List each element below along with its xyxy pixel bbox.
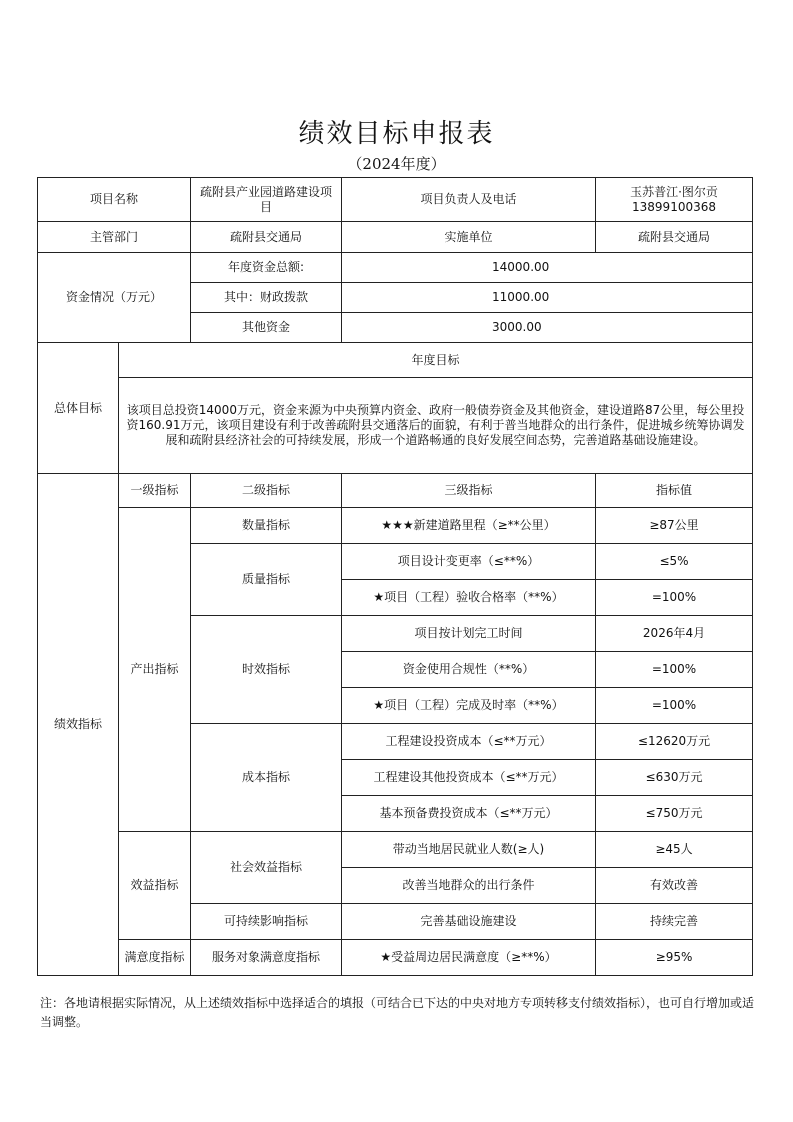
benefit-label: 效益指标	[119, 832, 191, 940]
timeliness-label: 时效指标	[191, 616, 342, 724]
project-name-value: 疏附县产业园道路建设项目	[191, 178, 342, 222]
indicator-name: 资金使用合规性（**%）	[342, 652, 596, 688]
table-row	[38, 508, 753, 544]
contact-phone: 13899100368	[632, 199, 716, 214]
goal-header-row	[38, 343, 753, 378]
indicator-value: 持续完善	[596, 904, 753, 940]
indicator-name: 项目设计变更率（≤**%）	[342, 544, 596, 580]
contact-label: 项目负责人及电话	[342, 178, 596, 222]
year-subtitle: （2024年度）	[347, 155, 446, 173]
satisfaction-label: 满意度指标	[119, 940, 191, 976]
indicator-header-row	[38, 474, 753, 508]
header-level2: 二级指标	[191, 474, 342, 508]
indicator-name: 改善当地群众的出行条件	[342, 868, 596, 904]
indicator-name: 基本预备费投资成本（≤**万元）	[342, 796, 596, 832]
header-level3: 三级指标	[342, 474, 596, 508]
indicator-value: ≤750万元	[596, 796, 753, 832]
goal-header: 年度目标	[119, 343, 753, 378]
indicator-value: 有效改善	[596, 868, 753, 904]
performance-table	[37, 177, 753, 976]
indicator-name: ★受益周边居民满意度（≥**%）	[342, 940, 596, 976]
contact-name: 玉苏普江·图尔贡	[630, 184, 718, 199]
cost-label: 成本指标	[191, 724, 342, 832]
goal-label: 总体目标	[38, 343, 119, 474]
indicator-name: 项目按计划完工时间	[342, 616, 596, 652]
project-name-label: 项目名称	[38, 178, 191, 222]
indicator-value: =100%	[596, 580, 753, 616]
indicator-value: ≥87公里	[596, 508, 753, 544]
indicator-value: ≥45人	[596, 832, 753, 868]
impl-label: 实施单位	[342, 222, 596, 253]
indicator-name: 完善基础设施建设	[342, 904, 596, 940]
quantity-label: 数量指标	[191, 508, 342, 544]
contact-value	[596, 178, 753, 222]
indicator-name: 带动当地居民就业人数(≥人)	[342, 832, 596, 868]
dept-label: 主管部门	[38, 222, 191, 253]
indicator-value: =100%	[596, 652, 753, 688]
quality-label: 质量指标	[191, 544, 342, 616]
indicator-name: ★项目（工程）完成及时率（**%）	[342, 688, 596, 724]
indicator-value: ≤12620万元	[596, 724, 753, 760]
table-row	[38, 832, 753, 868]
funds-other-label: 其他资金	[191, 313, 342, 343]
footnote: 注：各地请根据实际情况，从上述绩效指标中选择适合的填报（可结合已下达的中央对地方专项转移支付绩效指标），也可自行增加或适当调整。	[40, 996, 755, 1030]
indicator-value: ≤630万元	[596, 760, 753, 796]
indicator-value: =100%	[596, 688, 753, 724]
funds-total-label: 年度资金总额:	[191, 253, 342, 283]
funds-fiscal-value: 11000.00	[342, 283, 753, 313]
funds-total-row	[38, 253, 753, 283]
project-row	[38, 178, 753, 222]
dept-value: 疏附县交通局	[191, 222, 342, 253]
header-level1: 一级指标	[119, 474, 191, 508]
indicator-name: ★★★新建道路里程（≥**公里）	[342, 508, 596, 544]
indicator-value: ≤5%	[596, 544, 753, 580]
header-value: 指标值	[596, 474, 753, 508]
funds-total-value: 14000.00	[342, 253, 753, 283]
indicators-label: 绩效指标	[38, 474, 119, 976]
dept-row	[38, 222, 753, 253]
funds-label: 资金情况（万元）	[38, 253, 191, 343]
social-label: 社会效益指标	[191, 832, 342, 904]
output-label: 产出指标	[119, 508, 191, 832]
indicator-value: 2026年4月	[596, 616, 753, 652]
indicator-name: 工程建设投资成本（≤**万元）	[342, 724, 596, 760]
page-title: 绩效目标申报表	[298, 119, 495, 149]
table-row	[38, 940, 753, 976]
indicator-name: 工程建设其他投资成本（≤**万元）	[342, 760, 596, 796]
goal-text-row	[38, 378, 753, 474]
indicator-name: ★项目（工程）验收合格率（**%）	[342, 580, 596, 616]
funds-other-value: 3000.00	[342, 313, 753, 343]
goal-text: 该项目总投资14000万元，资金来源为中央预算内资金、政府一般债券资金及其他资金，建设道路87公里，每公里投资160.91万元，该项目建设有利于改善疏附县交通落后的面貌，有利于普当地群众的出行条件，促进城乡统筹协调发展和疏附县经济社会的可持续发展，形成一个道路畅通的良好发展空间态势，完善道路基础设施建设。	[119, 378, 753, 474]
service-label: 服务对象满意度指标	[191, 940, 342, 976]
sustainable-label: 可持续影响指标	[191, 904, 342, 940]
impl-value: 疏附县交通局	[596, 222, 753, 253]
funds-fiscal-label: 其中：财政拨款	[191, 283, 342, 313]
indicator-value: ≥95%	[596, 940, 753, 976]
